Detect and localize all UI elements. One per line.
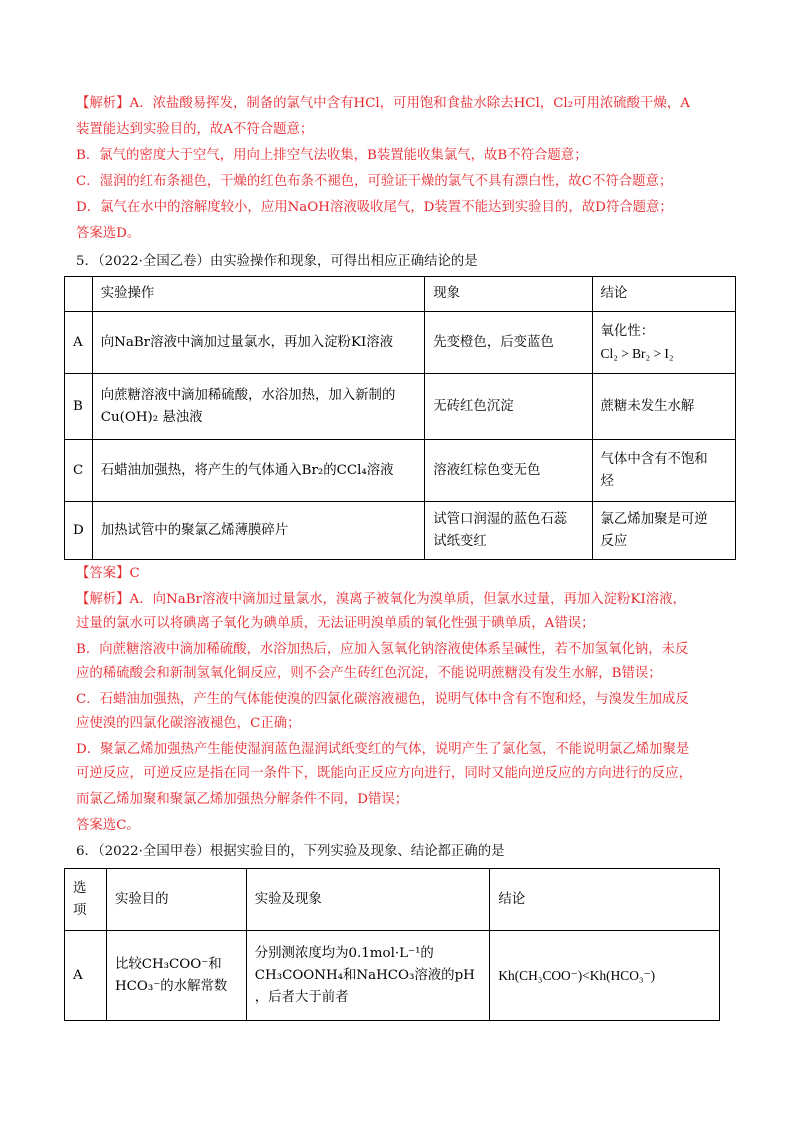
table-row [65, 312, 736, 374]
table-row [65, 440, 736, 502]
row-label: A [65, 312, 93, 374]
analysis-line: 答案选D。 [76, 226, 141, 241]
phenomenon-cell: 先变橙色，后变蓝色 [425, 312, 592, 374]
analysis-line: 过量的氯水可以将碘离子氧化为碘单质，无法证明溴单质的氧化性强于碘单质，A错误； [76, 616, 595, 631]
conclusion-cell [592, 440, 735, 502]
table-header-row [65, 869, 720, 931]
operation-line: 向蔗糖溶液中滴加稀硫酸，水浴加热，加入新制的 [100, 387, 396, 403]
row-label: D [65, 502, 93, 560]
row-label: C [65, 440, 93, 502]
conclusion-cell [592, 502, 735, 560]
analysis-line: C．石蜡油加强热，产生的气体能使溴的四氯化碳溶液褪色，说明气体中含有不饱和烃，与溴发生加成反 [76, 692, 689, 707]
analysis-line: 可逆反应，可逆反应是指在同一条件下，既能向正反应方向进行，同时又能向逆反应的方向进行的反应， [76, 766, 692, 781]
analysis-line: C．湿润的红布条褪色，干燥的红色布条不褪色，可验证干燥的氯气不具有漂白性，故C不符合题意； [76, 174, 673, 189]
operation-cell: 加热试管中的聚氯乙烯薄膜碎片 [92, 502, 425, 560]
header-cell [65, 277, 93, 312]
header-cell: 现象 [425, 277, 592, 312]
experiment-cell [246, 931, 490, 1021]
conclusion-line: 氧化性： [600, 323, 655, 339]
phenomenon-cell: 无砖红色沉淀 [425, 374, 592, 440]
row-label: B [65, 374, 93, 440]
question-stem: 5．（2022·全国乙卷）由实验操作和现象，可得出相应正确结论的是 [76, 254, 478, 269]
conclusion-line: 反应 [600, 533, 628, 549]
goal-line: 比较CH₃COO⁻和 [114, 956, 222, 972]
header-cell: 结论 [592, 277, 735, 312]
experiment-line: ，后者大于前者 [254, 989, 349, 1005]
analysis-line: 应使溴的四氯化碳溶液褪色，C正确； [76, 716, 301, 731]
conclusion-cell: 蔗糖未发生水解 [592, 374, 735, 440]
table-header-row [65, 277, 736, 312]
analysis-line: 【解析】A．浓盐酸易挥发，制备的氯气中含有HCl，可用饱和食盐水除去HCl，Cl₂可用浓硫酸干燥，A [76, 96, 690, 111]
experiment-table [64, 868, 720, 1021]
analysis-line: D．聚氯乙烯加强热产生能使湿润蓝色湿润试纸变红的气体，说明产生了氯化氢，不能说明氯乙烯加聚是 [76, 742, 690, 757]
conclusion-formula: Cl₂ > Br₂ > I₂ [600, 345, 674, 361]
operation-cell: 向NaBr溶液中滴加过量氯水，再加入淀粉KI溶液 [92, 312, 425, 374]
analysis-line: 而氯乙烯加聚和聚氯乙烯加强热分解条件不同，D错误； [76, 792, 409, 807]
analysis-line: 答案选C。 [76, 818, 140, 833]
header-line: 项 [73, 902, 87, 918]
analysis-line: 应的稀硫酸会和新制氢氧化铜反应，则不会产生砖红色沉淀，不能说明蔗糖没有发生水解，B错误； [76, 666, 662, 681]
header-cell: 实验及现象 [246, 869, 490, 931]
table-row [65, 502, 736, 560]
phenomenon-cell [425, 502, 592, 560]
conclusion-line: 气体中含有不饱和 [600, 451, 708, 467]
phenomenon-cell: 溶液红棕色变无色 [425, 440, 592, 502]
header-cell [65, 869, 107, 931]
conclusion-line: 烃 [600, 473, 614, 489]
experiment-line: CH₃COONH₄和NaHCO₃溶液的pH [254, 967, 475, 983]
question-stem: 6．（2022·全国甲卷）根据实验目的，下列实验及现象、结论都正确的是 [76, 844, 505, 859]
analysis-line: 【解析】A．向NaBr溶液中滴加过量氯水，溴离子被氧化为溴单质，但氯水过量，再加入淀粉KI溶液， [76, 592, 686, 607]
table-row [65, 931, 720, 1021]
header-cell: 实验目的 [106, 869, 246, 931]
conclusion-line: 氯乙烯加聚是可逆 [600, 511, 708, 527]
analysis-line: D．氯气在水中的溶解度较小，应用NaOH溶液吸收尾气，D装置不能达到实验目的，故D符合题意； [76, 200, 673, 215]
analysis-line: 装置能达到实验目的，故A不符合题意； [76, 122, 314, 137]
answer-line: 【答案】C [76, 566, 140, 581]
header-line: 选 [73, 880, 87, 896]
conclusion-cell: Kh(CH₃COO⁻)<Kh(HCO₃⁻) [490, 931, 720, 1021]
phenomenon-line: 试管口润湿的蓝色石蕊 [433, 511, 568, 527]
analysis-line: B．氯气的密度大于空气，用向上排空气法收集，B装置能收集氯气，故B不符合题意； [76, 148, 588, 163]
header-cell: 结论 [490, 869, 720, 931]
operation-line: Cu(OH)₂ 悬浊液 [100, 409, 203, 425]
header-cell: 实验操作 [92, 277, 425, 312]
experiment-table [64, 276, 736, 560]
table-row [65, 374, 736, 440]
operation-cell [92, 374, 425, 440]
phenomenon-line: 试纸变红 [433, 533, 487, 549]
goal-cell [106, 931, 246, 1021]
operation-cell: 石蜡油加强热，将产生的气体通入Br₂的CCl₄溶液 [92, 440, 425, 502]
conclusion-cell [592, 312, 735, 374]
analysis-line: B．向蔗糖溶液中滴加稀硫酸，水浴加热后，应加入氢氧化钠溶液使体系呈碱性，若不加氢氧化钠，未反 [76, 642, 689, 657]
goal-line: HCO₃⁻的水解常数 [114, 978, 228, 994]
experiment-line: 分别测浓度均为0.1mol·L⁻¹的 [254, 945, 434, 961]
row-label: A [65, 931, 107, 1021]
